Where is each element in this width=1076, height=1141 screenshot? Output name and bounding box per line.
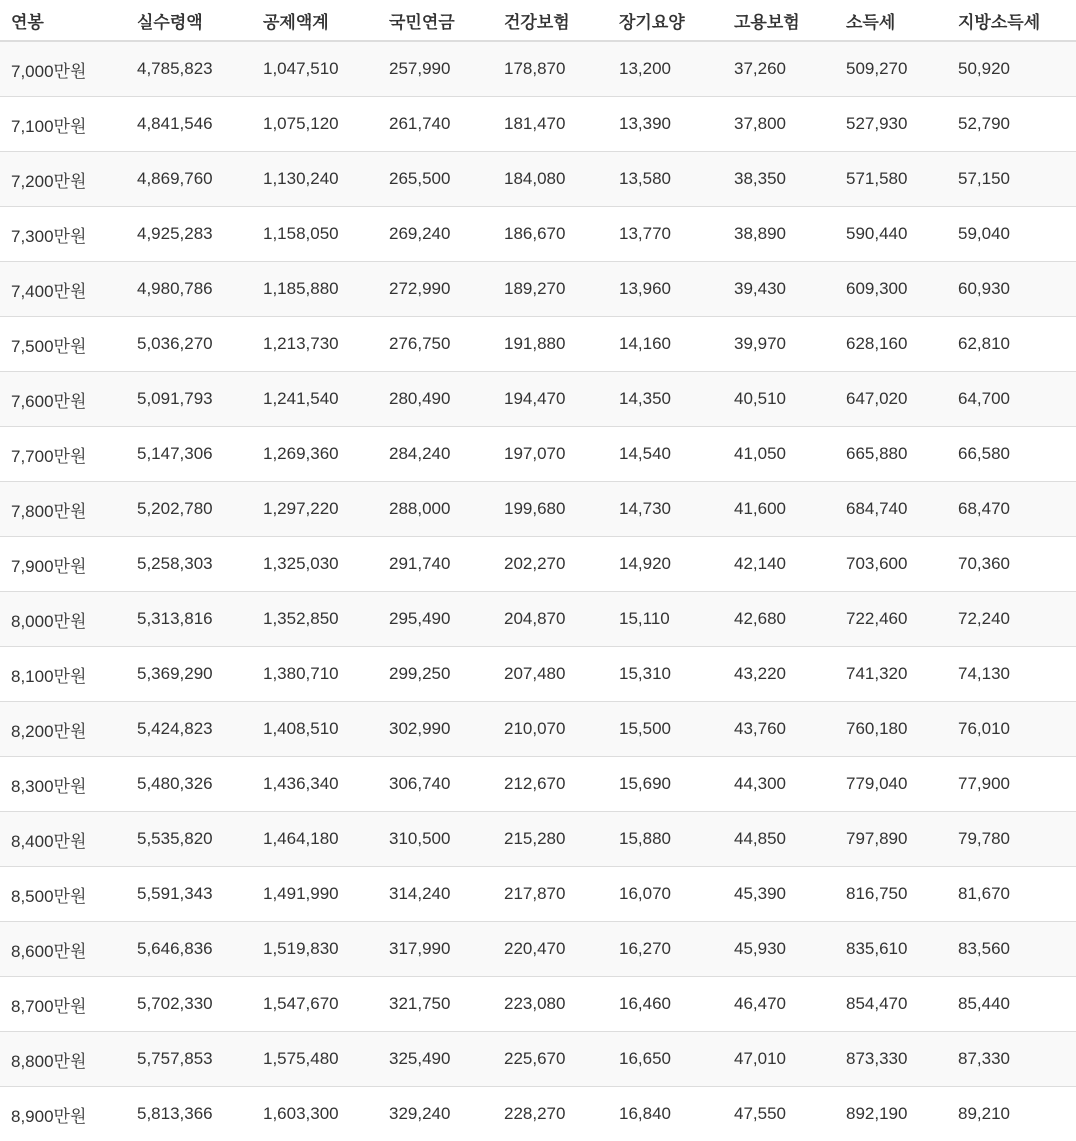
cell-total-deduction: 1,297,220 <box>252 482 378 537</box>
cell-local-income-tax: 76,010 <box>947 702 1076 757</box>
cell-long-term-care: 14,160 <box>608 317 723 372</box>
cell-national-pension: 276,750 <box>378 317 493 372</box>
header-employment-insurance: 고용보험 <box>723 0 835 41</box>
table-row <box>0 592 1076 647</box>
cell-national-pension: 295,490 <box>378 592 493 647</box>
table-row <box>0 207 1076 262</box>
cell-local-income-tax: 64,700 <box>947 372 1076 427</box>
cell-health-insurance: 223,080 <box>493 977 608 1032</box>
cell-employment-insurance: 44,850 <box>723 812 835 867</box>
cell-long-term-care: 13,390 <box>608 97 723 152</box>
cell-annual-salary: 8,100만원 <box>0 647 126 702</box>
cell-national-pension: 317,990 <box>378 922 493 977</box>
cell-employment-insurance: 38,890 <box>723 207 835 262</box>
cell-long-term-care: 14,540 <box>608 427 723 482</box>
cell-employment-insurance: 41,600 <box>723 482 835 537</box>
cell-national-pension: 310,500 <box>378 812 493 867</box>
cell-income-tax: 628,160 <box>835 317 947 372</box>
cell-net-pay: 5,369,290 <box>126 647 252 702</box>
cell-national-pension: 284,240 <box>378 427 493 482</box>
cell-employment-insurance: 42,680 <box>723 592 835 647</box>
table-row <box>0 757 1076 812</box>
cell-national-pension: 261,740 <box>378 97 493 152</box>
cell-local-income-tax: 52,790 <box>947 97 1076 152</box>
cell-national-pension: 302,990 <box>378 702 493 757</box>
cell-income-tax: 590,440 <box>835 207 947 262</box>
cell-total-deduction: 1,436,340 <box>252 757 378 812</box>
cell-national-pension: 306,740 <box>378 757 493 812</box>
cell-net-pay: 5,480,326 <box>126 757 252 812</box>
cell-local-income-tax: 59,040 <box>947 207 1076 262</box>
cell-net-pay: 5,702,330 <box>126 977 252 1032</box>
header-health-insurance: 건강보험 <box>493 0 608 41</box>
cell-long-term-care: 15,880 <box>608 812 723 867</box>
cell-total-deduction: 1,491,990 <box>252 867 378 922</box>
cell-national-pension: 288,000 <box>378 482 493 537</box>
cell-health-insurance: 199,680 <box>493 482 608 537</box>
header-total-deduction: 공제액계 <box>252 0 378 41</box>
header-row <box>0 0 1076 41</box>
cell-annual-salary: 7,800만원 <box>0 482 126 537</box>
cell-national-pension: 325,490 <box>378 1032 493 1087</box>
cell-employment-insurance: 44,300 <box>723 757 835 812</box>
cell-long-term-care: 16,270 <box>608 922 723 977</box>
cell-income-tax: 684,740 <box>835 482 947 537</box>
table-row <box>0 41 1076 97</box>
cell-total-deduction: 1,269,360 <box>252 427 378 482</box>
cell-local-income-tax: 60,930 <box>947 262 1076 317</box>
cell-annual-salary: 8,300만원 <box>0 757 126 812</box>
cell-health-insurance: 197,070 <box>493 427 608 482</box>
table-row <box>0 1087 1076 1141</box>
cell-health-insurance: 228,270 <box>493 1087 608 1141</box>
cell-income-tax: 741,320 <box>835 647 947 702</box>
cell-national-pension: 257,990 <box>378 41 493 97</box>
cell-long-term-care: 13,960 <box>608 262 723 317</box>
cell-annual-salary: 8,700만원 <box>0 977 126 1032</box>
cell-total-deduction: 1,575,480 <box>252 1032 378 1087</box>
cell-income-tax: 571,580 <box>835 152 947 207</box>
cell-income-tax: 703,600 <box>835 537 947 592</box>
cell-employment-insurance: 37,260 <box>723 41 835 97</box>
cell-long-term-care: 14,730 <box>608 482 723 537</box>
cell-income-tax: 816,750 <box>835 867 947 922</box>
cell-health-insurance: 194,470 <box>493 372 608 427</box>
cell-employment-insurance: 42,140 <box>723 537 835 592</box>
cell-health-insurance: 220,470 <box>493 922 608 977</box>
cell-employment-insurance: 45,930 <box>723 922 835 977</box>
table-row <box>0 977 1076 1032</box>
cell-net-pay: 5,813,366 <box>126 1087 252 1141</box>
cell-employment-insurance: 39,430 <box>723 262 835 317</box>
cell-annual-salary: 7,000만원 <box>0 41 126 97</box>
cell-local-income-tax: 62,810 <box>947 317 1076 372</box>
table-row <box>0 867 1076 922</box>
cell-employment-insurance: 47,550 <box>723 1087 835 1141</box>
header-local-income-tax: 지방소득세 <box>947 0 1076 41</box>
cell-long-term-care: 15,500 <box>608 702 723 757</box>
header-income-tax: 소득세 <box>835 0 947 41</box>
cell-national-pension: 291,740 <box>378 537 493 592</box>
cell-total-deduction: 1,464,180 <box>252 812 378 867</box>
cell-national-pension: 280,490 <box>378 372 493 427</box>
cell-total-deduction: 1,519,830 <box>252 922 378 977</box>
cell-national-pension: 272,990 <box>378 262 493 317</box>
cell-employment-insurance: 39,970 <box>723 317 835 372</box>
cell-income-tax: 760,180 <box>835 702 947 757</box>
table-row <box>0 427 1076 482</box>
cell-net-pay: 5,036,270 <box>126 317 252 372</box>
cell-annual-salary: 8,400만원 <box>0 812 126 867</box>
table-row <box>0 152 1076 207</box>
table-row <box>0 647 1076 702</box>
cell-local-income-tax: 77,900 <box>947 757 1076 812</box>
cell-local-income-tax: 89,210 <box>947 1087 1076 1141</box>
cell-total-deduction: 1,075,120 <box>252 97 378 152</box>
cell-net-pay: 4,841,546 <box>126 97 252 152</box>
table-row <box>0 812 1076 867</box>
cell-long-term-care: 14,920 <box>608 537 723 592</box>
cell-long-term-care: 15,310 <box>608 647 723 702</box>
cell-net-pay: 4,785,823 <box>126 41 252 97</box>
table-row <box>0 702 1076 757</box>
cell-employment-insurance: 47,010 <box>723 1032 835 1087</box>
cell-annual-salary: 7,200만원 <box>0 152 126 207</box>
table-row <box>0 482 1076 537</box>
header-national-pension: 국민연금 <box>378 0 493 41</box>
cell-annual-salary: 7,300만원 <box>0 207 126 262</box>
table-row <box>0 97 1076 152</box>
cell-income-tax: 835,610 <box>835 922 947 977</box>
cell-income-tax: 665,880 <box>835 427 947 482</box>
cell-long-term-care: 16,070 <box>608 867 723 922</box>
cell-long-term-care: 16,840 <box>608 1087 723 1141</box>
cell-income-tax: 722,460 <box>835 592 947 647</box>
cell-national-pension: 299,250 <box>378 647 493 702</box>
cell-annual-salary: 7,500만원 <box>0 317 126 372</box>
cell-long-term-care: 13,200 <box>608 41 723 97</box>
cell-health-insurance: 225,670 <box>493 1032 608 1087</box>
cell-total-deduction: 1,408,510 <box>252 702 378 757</box>
cell-employment-insurance: 38,350 <box>723 152 835 207</box>
header-annual-salary: 연봉 <box>0 0 126 41</box>
cell-local-income-tax: 83,560 <box>947 922 1076 977</box>
cell-local-income-tax: 50,920 <box>947 41 1076 97</box>
cell-total-deduction: 1,213,730 <box>252 317 378 372</box>
table-row <box>0 922 1076 977</box>
cell-income-tax: 873,330 <box>835 1032 947 1087</box>
cell-annual-salary: 7,700만원 <box>0 427 126 482</box>
cell-national-pension: 321,750 <box>378 977 493 1032</box>
cell-annual-salary: 7,900만원 <box>0 537 126 592</box>
cell-employment-insurance: 43,760 <box>723 702 835 757</box>
cell-employment-insurance: 43,220 <box>723 647 835 702</box>
cell-income-tax: 892,190 <box>835 1087 947 1141</box>
cell-health-insurance: 207,480 <box>493 647 608 702</box>
cell-long-term-care: 16,650 <box>608 1032 723 1087</box>
cell-annual-salary: 8,600만원 <box>0 922 126 977</box>
cell-total-deduction: 1,380,710 <box>252 647 378 702</box>
cell-net-pay: 5,258,303 <box>126 537 252 592</box>
table-header <box>0 0 1076 41</box>
cell-net-pay: 5,313,816 <box>126 592 252 647</box>
cell-income-tax: 647,020 <box>835 372 947 427</box>
cell-health-insurance: 191,880 <box>493 317 608 372</box>
cell-net-pay: 4,925,283 <box>126 207 252 262</box>
cell-net-pay: 5,757,853 <box>126 1032 252 1087</box>
cell-local-income-tax: 87,330 <box>947 1032 1076 1087</box>
cell-local-income-tax: 72,240 <box>947 592 1076 647</box>
cell-net-pay: 5,646,836 <box>126 922 252 977</box>
cell-income-tax: 779,040 <box>835 757 947 812</box>
cell-health-insurance: 178,870 <box>493 41 608 97</box>
cell-health-insurance: 217,870 <box>493 867 608 922</box>
cell-total-deduction: 1,325,030 <box>252 537 378 592</box>
cell-long-term-care: 13,770 <box>608 207 723 262</box>
cell-total-deduction: 1,185,880 <box>252 262 378 317</box>
cell-annual-salary: 8,900만원 <box>0 1087 126 1141</box>
cell-net-pay: 5,202,780 <box>126 482 252 537</box>
table-row <box>0 1032 1076 1087</box>
cell-employment-insurance: 46,470 <box>723 977 835 1032</box>
cell-total-deduction: 1,241,540 <box>252 372 378 427</box>
cell-health-insurance: 202,270 <box>493 537 608 592</box>
cell-income-tax: 797,890 <box>835 812 947 867</box>
cell-local-income-tax: 66,580 <box>947 427 1076 482</box>
cell-health-insurance: 184,080 <box>493 152 608 207</box>
cell-total-deduction: 1,158,050 <box>252 207 378 262</box>
cell-annual-salary: 8,500만원 <box>0 867 126 922</box>
cell-annual-salary: 7,400만원 <box>0 262 126 317</box>
table-row <box>0 262 1076 317</box>
cell-long-term-care: 15,690 <box>608 757 723 812</box>
cell-health-insurance: 189,270 <box>493 262 608 317</box>
cell-national-pension: 265,500 <box>378 152 493 207</box>
cell-local-income-tax: 74,130 <box>947 647 1076 702</box>
header-long-term-care: 장기요양 <box>608 0 723 41</box>
cell-local-income-tax: 81,670 <box>947 867 1076 922</box>
cell-long-term-care: 15,110 <box>608 592 723 647</box>
cell-income-tax: 854,470 <box>835 977 947 1032</box>
cell-total-deduction: 1,130,240 <box>252 152 378 207</box>
cell-long-term-care: 16,460 <box>608 977 723 1032</box>
cell-annual-salary: 8,800만원 <box>0 1032 126 1087</box>
table-row <box>0 372 1076 427</box>
cell-income-tax: 609,300 <box>835 262 947 317</box>
cell-local-income-tax: 57,150 <box>947 152 1076 207</box>
cell-health-insurance: 212,670 <box>493 757 608 812</box>
cell-local-income-tax: 68,470 <box>947 482 1076 537</box>
cell-health-insurance: 204,870 <box>493 592 608 647</box>
cell-health-insurance: 210,070 <box>493 702 608 757</box>
cell-health-insurance: 215,280 <box>493 812 608 867</box>
cell-local-income-tax: 85,440 <box>947 977 1076 1032</box>
cell-total-deduction: 1,547,670 <box>252 977 378 1032</box>
cell-net-pay: 4,980,786 <box>126 262 252 317</box>
cell-employment-insurance: 41,050 <box>723 427 835 482</box>
cell-net-pay: 4,869,760 <box>126 152 252 207</box>
cell-national-pension: 329,240 <box>378 1087 493 1141</box>
header-net-pay: 실수령액 <box>126 0 252 41</box>
cell-annual-salary: 7,100만원 <box>0 97 126 152</box>
cell-employment-insurance: 40,510 <box>723 372 835 427</box>
cell-local-income-tax: 79,780 <box>947 812 1076 867</box>
cell-net-pay: 5,091,793 <box>126 372 252 427</box>
cell-income-tax: 509,270 <box>835 41 947 97</box>
cell-long-term-care: 14,350 <box>608 372 723 427</box>
cell-employment-insurance: 37,800 <box>723 97 835 152</box>
cell-national-pension: 314,240 <box>378 867 493 922</box>
cell-annual-salary: 7,600만원 <box>0 372 126 427</box>
cell-annual-salary: 8,000만원 <box>0 592 126 647</box>
table-row <box>0 537 1076 592</box>
cell-long-term-care: 13,580 <box>608 152 723 207</box>
cell-national-pension: 269,240 <box>378 207 493 262</box>
cell-health-insurance: 181,470 <box>493 97 608 152</box>
cell-total-deduction: 1,047,510 <box>252 41 378 97</box>
cell-net-pay: 5,591,343 <box>126 867 252 922</box>
table-row <box>0 317 1076 372</box>
cell-net-pay: 5,535,820 <box>126 812 252 867</box>
table-body <box>0 41 1076 1141</box>
cell-employment-insurance: 45,390 <box>723 867 835 922</box>
cell-health-insurance: 186,670 <box>493 207 608 262</box>
cell-annual-salary: 8,200만원 <box>0 702 126 757</box>
cell-total-deduction: 1,603,300 <box>252 1087 378 1141</box>
cell-net-pay: 5,147,306 <box>126 427 252 482</box>
cell-income-tax: 527,930 <box>835 97 947 152</box>
cell-net-pay: 5,424,823 <box>126 702 252 757</box>
cell-total-deduction: 1,352,850 <box>252 592 378 647</box>
cell-local-income-tax: 70,360 <box>947 537 1076 592</box>
